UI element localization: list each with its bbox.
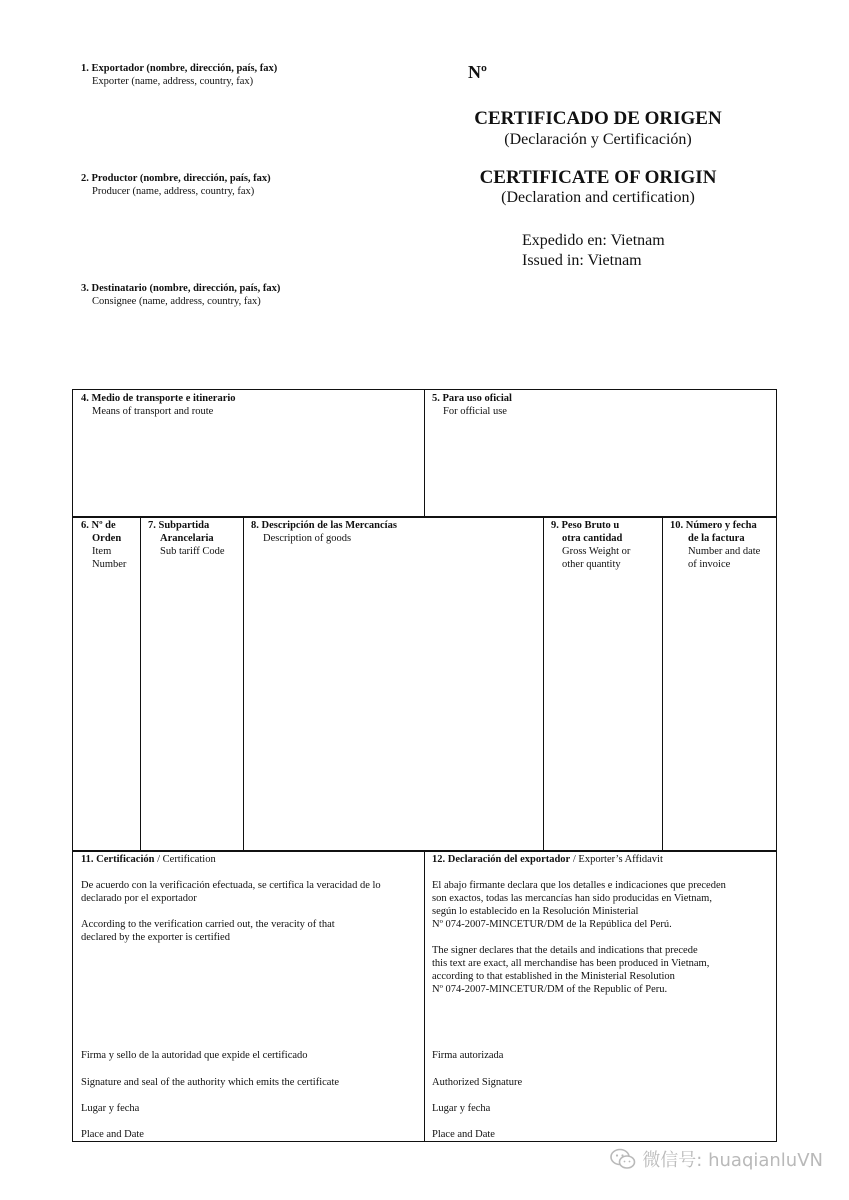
field-12-line: this text are exact, all merchandise has been produced in Vietnam,	[432, 958, 710, 969]
col-10-label-es-1: 10. Número y fecha	[670, 520, 757, 531]
col-10-label-en-2: of invoice	[688, 559, 731, 570]
col-7-label-en: Sub tariff Code	[160, 546, 225, 557]
field-12-title	[432, 853, 772, 866]
field-2-label-es: 2. Productor (nombre, dirección, país, fax)	[81, 173, 271, 184]
issued-in	[522, 231, 665, 271]
field-11-text-es	[81, 879, 421, 905]
col-10-label-es-2: de la factura	[688, 533, 745, 544]
field-12-line: son exactos, todas las mercancías han sido producidas en Vietnam,	[432, 893, 712, 904]
watermark	[610, 1146, 823, 1172]
field-11-line: De acuerdo con la verificación efectuada, se certifica la veracidad de lo	[81, 880, 381, 891]
field-12-line: Nº 074-2007-MINCETUR/DM of the Republic of Peru.	[432, 984, 668, 995]
issued-in-en: Issued in: Vietnam	[522, 252, 642, 269]
certificate-number-label: Nº	[468, 62, 487, 82]
col-6-label-es-2: Orden	[92, 533, 122, 544]
title-english: CERTIFICATE OF ORIGIN	[479, 167, 717, 188]
field-12-signature-en: Authorized Signature	[432, 1077, 523, 1088]
divider	[543, 517, 544, 851]
field-12-text-es	[432, 879, 772, 931]
field-12-line: según lo establecido en la Resolución Ministerial	[432, 906, 639, 917]
field-5-label-en: For official use	[443, 406, 507, 417]
title-spanish: CERTIFICADO DE ORIGEN	[474, 108, 722, 129]
field-2-producer	[81, 172, 271, 198]
field-1-label-en: Exporter (name, address, country, fax)	[92, 76, 254, 87]
field-11-place-es: Lugar y fecha	[81, 1103, 140, 1114]
field-11-title	[81, 853, 417, 866]
wechat-icon	[610, 1148, 636, 1170]
field-11-certification	[81, 853, 417, 866]
col-8-description	[251, 519, 397, 545]
col-9-gross-weight	[551, 519, 630, 571]
field-5-official-use	[432, 392, 512, 418]
field-11-line: declarado por el exportador	[81, 893, 197, 904]
col-9-label-es-2: otra cantidad	[562, 533, 623, 544]
field-12-text-en	[432, 944, 772, 996]
field-3-consignee	[81, 282, 280, 308]
col-6-item-number	[81, 519, 126, 571]
divider	[424, 851, 425, 1141]
field-3-label-es: 3. Destinatario (nombre, dirección, país, fax)	[81, 283, 281, 294]
col-9-label-en-1: Gross Weight or	[562, 546, 631, 557]
field-11-title-es: 11. Certificación	[81, 854, 155, 865]
divider	[140, 517, 141, 851]
col-7-tariff-code	[148, 519, 225, 558]
col-9-label-es-1: 9. Peso Bruto u	[551, 520, 620, 531]
divider	[662, 517, 663, 851]
col-6-label-en-1: Item	[92, 546, 112, 557]
field-11-text-en	[81, 918, 421, 944]
field-11-signature-es: Firma y sello de la autoridad que expide el certificado	[81, 1050, 308, 1061]
goods-table	[72, 516, 777, 852]
field-4-label-es: 4. Medio de transporte e itinerario	[81, 393, 236, 404]
field-11-line: declared by the exporter is certified	[81, 932, 230, 943]
field-11-signature-en: Signature and seal of the authority which emits the certificate	[81, 1077, 340, 1088]
watermark-text: 微信号: huaqianluVN	[642, 1150, 823, 1171]
divider	[243, 517, 244, 851]
field-12-place-es: Lugar y fecha	[432, 1103, 491, 1114]
field-12-line: The signer declares that the details and indications that precede	[432, 945, 698, 956]
field-11-place-en: Place and Date	[81, 1129, 144, 1140]
col-7-label-es-2: Arancelaria	[160, 533, 214, 544]
col-6-label-en-2: Number	[92, 559, 127, 570]
issued-in-es: Expedido en: Vietnam	[522, 232, 665, 249]
field-5-label-es: 5. Para uso oficial	[432, 393, 512, 404]
field-4-transport	[81, 392, 236, 418]
transport-official-box	[72, 389, 777, 518]
field-12-place-en: Place and Date	[432, 1129, 495, 1140]
subtitle-spanish: (Declaración y Certificación)	[504, 131, 692, 148]
field-12-line: El abajo firmante declara que los detalles e indicaciones que preceden	[432, 880, 726, 891]
field-12-title-en: / Exporter’s Affidavit	[570, 854, 663, 865]
field-11-line: According to the verification carried out, the veracity of that	[81, 919, 335, 930]
col-7-label-es-1: 7. Subpartida	[148, 520, 210, 531]
certification-affidavit-box	[72, 850, 777, 1142]
field-3-label-en: Consignee (name, address, country, fax)	[92, 296, 261, 307]
divider	[424, 390, 425, 517]
field-2-label-en: Producer (name, address, country, fax)	[92, 186, 255, 197]
field-11-title-en: / Certification	[154, 854, 216, 865]
field-12-line: according to that established in the Ministerial Resolution	[432, 971, 675, 982]
col-8-label-en: Description of goods	[263, 533, 352, 544]
field-1-exporter	[81, 62, 277, 88]
col-10-invoice	[670, 519, 760, 571]
field-12-line: Nº 074-2007-MINCETUR/DM de la República del Perú.	[432, 919, 672, 930]
col-10-label-en-1: Number and date	[688, 546, 761, 557]
col-6-label-es-1: 6. Nº de	[81, 520, 116, 531]
subtitle-english: (Declaration and certification)	[501, 189, 695, 206]
field-4-label-en: Means of transport and route	[92, 406, 214, 417]
field-12-affidavit	[432, 853, 772, 866]
col-8-label-es: 8. Descripción de las Mercancías	[251, 520, 397, 531]
field-12-signature-es: Firma autorizada	[432, 1050, 504, 1061]
field-12-title-es: 12. Declaración del exportador	[432, 854, 571, 865]
col-9-label-en-2: other quantity	[562, 559, 621, 570]
field-1-label-es: 1. Exportador (nombre, dirección, país, fax)	[81, 63, 278, 74]
